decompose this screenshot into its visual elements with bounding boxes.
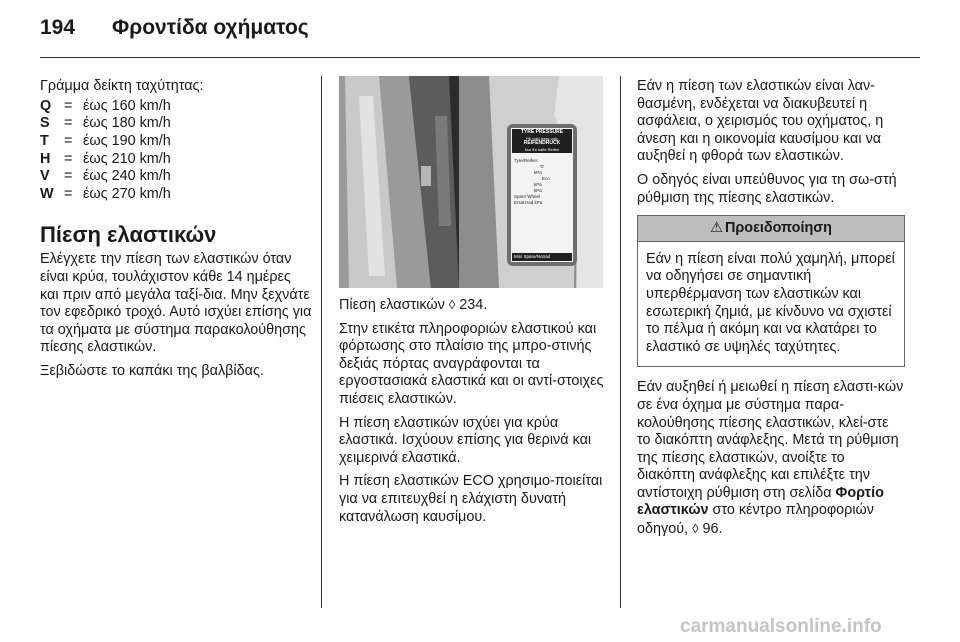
speed-code: V [40, 168, 50, 185]
page-reference[interactable]: 234. [459, 297, 488, 313]
page-reference[interactable]: 96. [702, 521, 723, 538]
label-kpa-row: kPa [534, 170, 542, 175]
warning-triangle-icon: ⚠ [710, 220, 724, 237]
label-kpa-row: kPa [534, 188, 542, 193]
speed-value: έως 160 km/h [83, 97, 171, 114]
section-title: Φροντίδα οχήματος [112, 16, 309, 39]
speed-index-row [40, 151, 312, 169]
tyre-pressure-heading: Πίεση ελαστικών [40, 221, 217, 247]
speed-value: έως 190 km/h [83, 132, 171, 149]
column-left [40, 78, 312, 386]
tyre-label-body [514, 158, 570, 206]
header-rule [40, 57, 920, 58]
paragraph: Εάν η πίεση των ελαστικών είναι λαν-θασμένη, ενδέχεται να διακυβευτεί η ασφάλεια, ο χειρισμός του οχήματος, η άνεση και η οικονομία καυσίμου και να αυξηθεί η φθορά των ελαστικών. [637, 78, 884, 165]
warning-header [638, 216, 904, 242]
door-frame-photo [339, 76, 603, 288]
column-divider-left [321, 76, 322, 608]
paragraph [637, 379, 905, 538]
car-icon: ⬭ [540, 164, 544, 169]
label-kpa-row: kPa [534, 182, 542, 187]
speed-index-row [40, 133, 312, 151]
speed-code: W [40, 186, 54, 203]
paragraph-text: στο κέντρο πληροφοριών οδηγού, [637, 502, 874, 538]
column-divider-right [620, 76, 621, 608]
label-title-en: TYRE PRESSURE [520, 129, 564, 135]
speed-index-list [40, 98, 312, 204]
speed-value: έως 180 km/h [83, 115, 171, 132]
speed-index-row [40, 98, 312, 116]
speed-code: T [40, 132, 49, 149]
warning-body [638, 242, 904, 367]
label-spare-value: Ersatzrad kPa [514, 200, 543, 205]
equals-sign: = [64, 97, 73, 114]
speed-index-intro: Γράμμα δείκτη ταχύτητας: [40, 78, 204, 94]
equals-sign: = [64, 132, 73, 149]
label-title-de: REIFENDRUCK [523, 140, 561, 146]
speed-index-row [40, 115, 312, 133]
page-reference-arrow-icon: ◊ [692, 521, 699, 537]
paragraph-text: Πίεση ελαστικών [339, 297, 445, 313]
label-subtitle-en: Fill cold tyres only [526, 135, 558, 141]
column-right [637, 78, 905, 545]
warning-box [637, 215, 905, 367]
label-eco: Eco [542, 176, 550, 181]
equals-sign: = [64, 115, 73, 132]
speed-code: H [40, 150, 51, 167]
paragraph: Ξεβιδώστε το καπάκι της βαλβίδας. [40, 362, 264, 379]
speed-code: Q [40, 97, 52, 114]
tyre-label-header [513, 130, 571, 152]
label-mini-spare: Mini Spare/Notrad [512, 253, 572, 261]
label-size-row: Tyre/Reifen: [514, 158, 539, 163]
warning-title: Προειδοποίηση [725, 220, 832, 237]
speed-value: έως 210 km/h [83, 150, 171, 167]
equals-sign: = [64, 186, 73, 203]
paragraph: Η πίεση ελαστικών ECO χρησιμο-ποιείται για να επιτευχθεί η ελάχιστη δυνατή κατανάλωση καυσίμου. [339, 473, 603, 525]
paragraph: Ο οδηγός είναι υπεύθυνος για τη σω-στή ρύθμιση της πίεσης ελαστικών. [637, 171, 897, 206]
paragraph: Στην ετικέτα πληροφοριών ελαστικού και φόρτωσης στο πλαίσιο της μπρο-στινής δεξιάς πόρτας αναγράφονται τα εργοστασιακά ελαστικά και οι αντί-στοιχες πιέσεις ελαστικών. [339, 320, 604, 407]
warning-text: Εάν η πίεση είναι πολύ χαμηλή, μπορεί να οδηγήσει σε σημαντική υπερθέρμανση των ελαστικών και εσωτερική ζημιά, με κίνδυνο να σχιστεί το πέλμα ή ακόμη και να κλατάρει το ελαστικό σε υψηλές ταχύτητες. [646, 250, 895, 355]
column-middle [339, 296, 607, 532]
label-subtitle-de: Nur für kalte Reifen [524, 146, 560, 152]
page-header [40, 14, 920, 54]
label-spare-wheel: Spare Wheel [514, 194, 541, 199]
paragraph [339, 296, 607, 315]
equals-sign: = [64, 150, 73, 167]
equals-sign: = [64, 168, 73, 185]
speed-value: έως 240 km/h [83, 168, 171, 185]
paragraph-text: Εάν αυξηθεί ή μειωθεί η πίεση ελαστι-κών σε ένα όχημα με σύστημα παρα-κολούθησης πίεσης ελαστικών, κλεί-στε το διακόπτη ανάφλεξης. Μετά τη ρύθμιση της πίεσης ελαστικών, ανοίξτε το διακόπτη ανάφλεξης και επιλέξτε την αντίστοιχη ρύθμιση στη σελίδα [637, 379, 904, 501]
speed-index-row [40, 168, 312, 186]
page-number: 194 [40, 16, 76, 39]
speed-index-row [40, 186, 312, 204]
speed-code: S [40, 115, 50, 132]
page-reference-arrow-icon: ◊ [448, 297, 456, 312]
speed-value: έως 270 km/h [83, 186, 171, 203]
paragraph: Η πίεση ελαστικών ισχύει για κρύα ελαστικά. Ισχύουν επίσης για θερινά και χειμερινά ελαστικά. [339, 414, 592, 466]
watermark: carmanualsonline.info [680, 616, 882, 637]
paragraph: Ελέγχετε την πίεση των ελαστικών όταν είναι κρύα, τουλάχιστον κάθε 14 ημέρες και πριν από μεγάλα ταξί-δια. Μην ξεχνάτε τον εφεδρικό τροχό. Αυτό ισχύει επίσης για τα οχήματα με σύστημα παρακολούθησης πίεσης ελαστικών. [40, 251, 312, 356]
menu-item-name: Φορτίο ελαστικών [637, 484, 884, 519]
